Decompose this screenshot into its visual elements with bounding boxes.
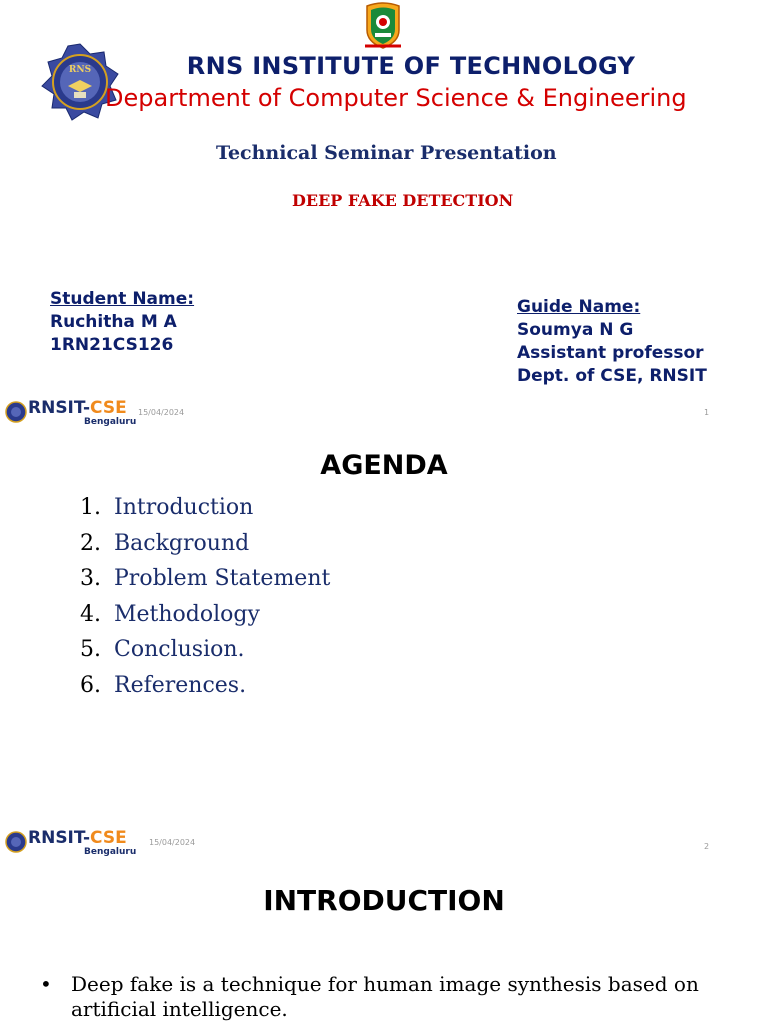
bullet-icon: •	[40, 972, 52, 996]
student-info	[50, 288, 194, 357]
presentation-topic: DEEP FAKE DETECTION	[292, 191, 514, 210]
guide-name: Soumya N G	[517, 320, 634, 340]
bullet-item	[40, 972, 730, 1022]
footer-logo-main: RNSIT-	[28, 398, 91, 418]
list-item: 3. Problem Statement	[80, 566, 331, 592]
list-item: 1. Introduction	[80, 495, 254, 520]
agenda-list	[80, 490, 330, 704]
footer-logo-sub: Bengaluru	[84, 417, 137, 427]
student-heading: Student Name:	[50, 289, 195, 309]
guide-info	[517, 296, 707, 388]
footer-logo	[4, 828, 136, 858]
guide-dept: Dept. of CSE, RNSIT	[517, 366, 707, 386]
guide-heading: Guide Name:	[517, 297, 641, 317]
guide-designation: Assistant professor	[517, 343, 704, 363]
slide-date: 15/04/2024	[149, 838, 196, 847]
title-slide	[0, 0, 768, 430]
slide-date: 15/04/2024	[138, 408, 185, 417]
agenda-title: AGENDA	[320, 450, 448, 481]
introduction-title: INTRODUCTION	[263, 884, 505, 917]
footer-logo-accent: CSE	[90, 828, 127, 848]
department-name: Department of Computer Science & Engineering	[105, 84, 687, 112]
footer-logo-main: RNSIT-	[28, 828, 91, 848]
institute-name: RNS INSTITUTE OF TECHNOLOGY	[186, 52, 636, 80]
bullet-text: Deep fake is a technique for human image synthesis based on artificial intelligence.	[71, 972, 699, 1021]
university-emblem-icon	[361, 2, 405, 50]
svg-text:RNS: RNS	[68, 65, 92, 75]
student-usn: 1RN21CS126	[50, 335, 174, 355]
footer-logo-sub: Bengaluru	[84, 847, 137, 857]
agenda-slide	[0, 430, 768, 862]
footer-logo	[4, 398, 136, 428]
list-item: 4. Methodology	[80, 601, 260, 627]
rnsit-seal-icon	[4, 400, 28, 424]
footer-logo-accent: CSE	[90, 398, 127, 418]
list-item: 5. Conclusion.	[80, 637, 245, 663]
slide-number: 2	[704, 842, 710, 851]
list-item: 2. Background	[80, 530, 250, 556]
rnsit-seal-icon	[4, 830, 28, 854]
student-name: Ruchitha M A	[50, 312, 177, 332]
introduction-slide	[0, 862, 768, 1024]
slide-number: 1	[704, 408, 710, 417]
seminar-heading: Technical Seminar Presentation	[216, 142, 557, 164]
list-item: 6. References.	[80, 672, 247, 698]
